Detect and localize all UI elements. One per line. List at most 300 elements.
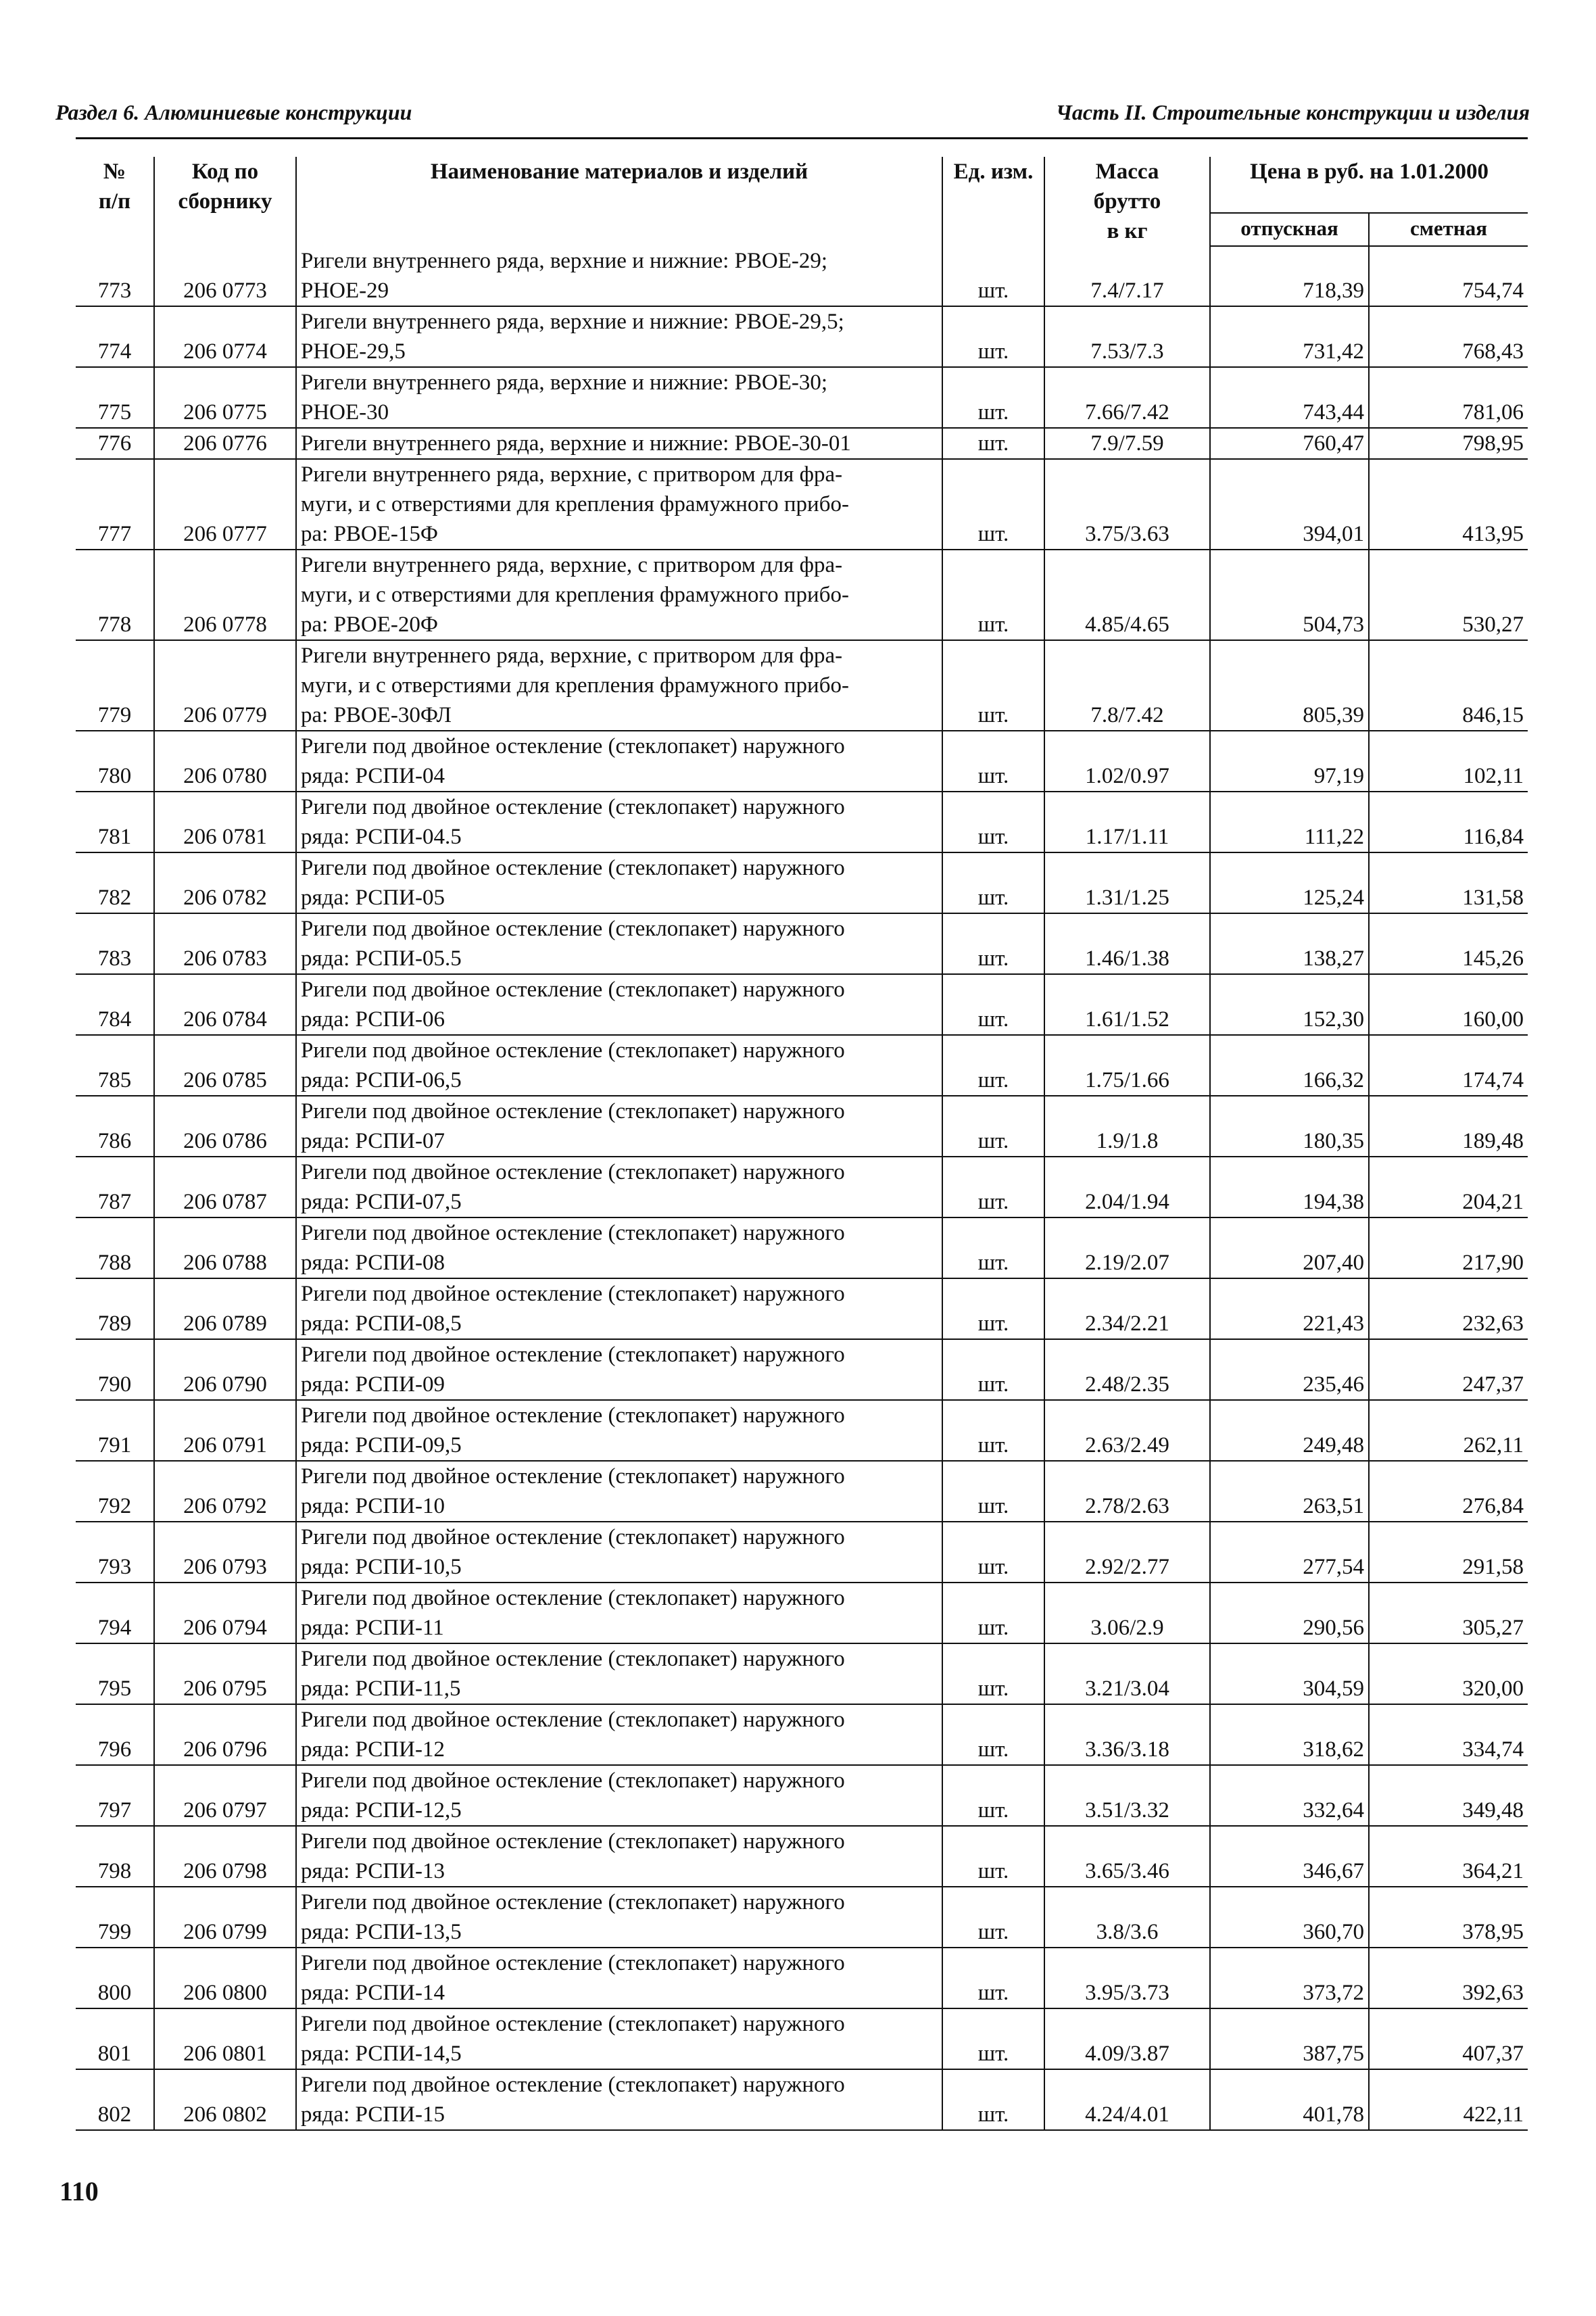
item-name-cell (296, 1157, 942, 1217)
item-name-cell (296, 974, 942, 1035)
mass-cell: 3.51/3.32 (1044, 1765, 1210, 1826)
table-row (76, 2069, 1528, 2130)
item-name-line: ряда: РСПИ-12,5 (301, 1798, 462, 1823)
table-row (76, 1035, 1528, 1096)
unit-cell: шт. (942, 1522, 1044, 1583)
release-price-cell: 332,64 (1210, 1765, 1369, 1826)
item-name-line: РНОЕ-29,5 (301, 339, 406, 364)
catalog-code-cell: 206 0802 (154, 2069, 296, 2130)
table-row (76, 1704, 1528, 1765)
item-name-line: ряда: РСПИ-09 (301, 1372, 445, 1397)
item-name-cell (296, 1461, 942, 1522)
estimate-price-cell: 291,58 (1369, 1522, 1528, 1583)
table-row (76, 1948, 1528, 2008)
table-row (76, 306, 1528, 367)
estimate-price-cell: 131,58 (1369, 852, 1528, 913)
row-number-cell: 795 (76, 1643, 154, 1704)
item-name-line: Ригели под двойное остекление (стеклопакет) наружного (301, 1221, 845, 1245)
item-name-cell (296, 550, 942, 640)
release-price-cell: 235,46 (1210, 1339, 1369, 1400)
column-header-name: Наименование материалов и изделий (296, 157, 942, 246)
item-name-line: ра: РВОЕ-15Ф (301, 522, 438, 546)
estimate-price-cell: 378,95 (1369, 1887, 1528, 1948)
item-name-cell (296, 1522, 942, 1583)
table-row (76, 731, 1528, 792)
release-price-cell: 373,72 (1210, 1948, 1369, 2008)
mass-cell: 4.09/3.87 (1044, 2008, 1210, 2069)
estimate-price-cell: 349,48 (1369, 1765, 1528, 1826)
item-name-line: ряда: РСПИ-06 (301, 1007, 445, 1032)
row-number-cell: 777 (76, 459, 154, 550)
mass-cell: 7.9/7.59 (1044, 428, 1210, 459)
item-name-line: ряда: РСПИ-06,5 (301, 1068, 462, 1092)
item-name-line: Ригели внутреннего ряда, верхние, с притвором для фра- (301, 462, 843, 487)
table-row (76, 974, 1528, 1035)
table-row (76, 852, 1528, 913)
catalog-code-cell: 206 0778 (154, 550, 296, 640)
mass-cell: 3.21/3.04 (1044, 1643, 1210, 1704)
release-price-cell: 304,59 (1210, 1643, 1369, 1704)
item-name-cell (296, 2069, 942, 2130)
mass-cell: 3.8/3.6 (1044, 1887, 1210, 1948)
unit-cell: шт. (942, 550, 1044, 640)
row-number-cell: 790 (76, 1339, 154, 1400)
table-row (76, 428, 1528, 459)
item-name-cell (296, 1948, 942, 2008)
row-number-cell: 774 (76, 306, 154, 367)
item-name-line: Ригели внутреннего ряда, верхние и нижние: РВОЕ-30; (301, 370, 828, 395)
column-header-mass: Масса брутто в кг (1044, 157, 1210, 246)
table-row (76, 246, 1528, 306)
mass-cell: 4.85/4.65 (1044, 550, 1210, 640)
item-name-line: ряда: РСПИ-10,5 (301, 1555, 462, 1579)
catalog-code-cell: 206 0795 (154, 1643, 296, 1704)
item-name-line: Ригели под двойное остекление (стеклопакет) наружного (301, 2012, 845, 2036)
item-name-line: РНОЕ-29 (301, 279, 389, 303)
table-row (76, 1583, 1528, 1643)
row-number-cell: 786 (76, 1096, 154, 1157)
catalog-code-cell: 206 0785 (154, 1035, 296, 1096)
unit-cell: шт. (942, 1400, 1044, 1461)
mass-cell: 2.63/2.49 (1044, 1400, 1210, 1461)
unit-cell: шт. (942, 1887, 1044, 1948)
item-name-line: Ригели под двойное остекление (стеклопакет) наружного (301, 1951, 845, 1975)
row-number-cell: 799 (76, 1887, 154, 1948)
release-price-cell: 111,22 (1210, 792, 1369, 852)
release-price-cell: 318,62 (1210, 1704, 1369, 1765)
unit-cell: шт. (942, 1096, 1044, 1157)
release-price-cell: 263,51 (1210, 1461, 1369, 1522)
table-row (76, 1339, 1528, 1400)
column-header-price-release: отпускная (1210, 213, 1369, 246)
mass-cell: 2.19/2.07 (1044, 1217, 1210, 1278)
catalog-code-cell: 206 0797 (154, 1765, 296, 1826)
release-price-cell: 360,70 (1210, 1887, 1369, 1948)
table-row (76, 1461, 1528, 1522)
item-name-cell (296, 1217, 942, 1278)
item-name-line: Ригели под двойное остекление (стеклопакет) наружного (301, 795, 845, 819)
item-name-line: Ригели внутреннего ряда, верхние и нижние: РВОЕ-29; (301, 249, 828, 273)
row-number-cell: 785 (76, 1035, 154, 1096)
unit-cell: шт. (942, 2069, 1044, 2130)
row-number-cell: 783 (76, 913, 154, 974)
mass-cell: 3.75/3.63 (1044, 459, 1210, 550)
table-row (76, 367, 1528, 428)
release-price-cell: 731,42 (1210, 306, 1369, 367)
unit-cell: шт. (942, 1583, 1044, 1643)
release-price-cell: 194,38 (1210, 1157, 1369, 1217)
column-header-unit: Ед. изм. (942, 157, 1044, 246)
table-row (76, 1096, 1528, 1157)
item-name-line: ра: РВОЕ-30ФЛ (301, 703, 452, 727)
row-number-cell: 780 (76, 731, 154, 792)
row-number-cell: 779 (76, 640, 154, 731)
item-name-line: ряда: РСПИ-07 (301, 1129, 445, 1153)
row-number-cell: 798 (76, 1826, 154, 1887)
release-price-cell: 401,78 (1210, 2069, 1369, 2130)
item-name-line: Ригели внутреннего ряда, верхние и нижние: РВОЕ-29,5; (301, 310, 844, 334)
item-name-line: ряда: РСПИ-12 (301, 1737, 445, 1762)
mass-cell: 1.46/1.38 (1044, 913, 1210, 974)
item-name-line: Ригели под двойное остекление (стеклопакет) наружного (301, 1829, 845, 1854)
item-name-cell (296, 1339, 942, 1400)
mass-cell: 1.02/0.97 (1044, 731, 1210, 792)
row-number-cell: 800 (76, 1948, 154, 2008)
unit-cell: шт. (942, 2008, 1044, 2069)
row-number-cell: 784 (76, 974, 154, 1035)
unit-cell: шт. (942, 913, 1044, 974)
row-number-cell: 793 (76, 1522, 154, 1583)
item-name-line: ряда: РСПИ-05.5 (301, 946, 462, 971)
catalog-code-cell: 206 0777 (154, 459, 296, 550)
item-name-line: Ригели под двойное остекление (стеклопакет) наружного (301, 1282, 845, 1306)
mass-cell: 2.78/2.63 (1044, 1461, 1210, 1522)
item-name-line: ряда: РСПИ-08,5 (301, 1311, 462, 1336)
unit-cell: шт. (942, 1217, 1044, 1278)
item-name-line: Ригели под двойное остекление (стеклопакет) наружного (301, 1099, 845, 1124)
table-row (76, 913, 1528, 974)
header-rule (76, 137, 1528, 139)
release-price-cell: 97,19 (1210, 731, 1369, 792)
item-name-cell (296, 1583, 942, 1643)
estimate-price-cell: 247,37 (1369, 1339, 1528, 1400)
estimate-price-cell: 846,15 (1369, 640, 1528, 731)
row-number-cell: 797 (76, 1765, 154, 1826)
table-row (76, 2008, 1528, 2069)
item-name-line: ряда: РСПИ-13,5 (301, 1920, 462, 1944)
row-number-cell: 776 (76, 428, 154, 459)
catalog-code-cell: 206 0789 (154, 1278, 296, 1339)
item-name-cell (296, 367, 942, 428)
unit-cell: шт. (942, 1826, 1044, 1887)
release-price-cell: 152,30 (1210, 974, 1369, 1035)
column-header-price-group: Цена в руб. на 1.01.2000 (1210, 157, 1528, 213)
mass-cell: 1.9/1.8 (1044, 1096, 1210, 1157)
table-row (76, 459, 1528, 550)
release-price-cell: 394,01 (1210, 459, 1369, 550)
estimate-price-cell: 174,74 (1369, 1035, 1528, 1096)
release-price-cell: 166,32 (1210, 1035, 1369, 1096)
catalog-code-cell: 206 0787 (154, 1157, 296, 1217)
release-price-cell: 277,54 (1210, 1522, 1369, 1583)
unit-cell: шт. (942, 306, 1044, 367)
estimate-price-cell: 530,27 (1369, 550, 1528, 640)
estimate-price-cell: 422,11 (1369, 2069, 1528, 2130)
catalog-code-cell: 206 0801 (154, 2008, 296, 2069)
item-name-cell (296, 1765, 942, 1826)
table-row (76, 1887, 1528, 1948)
mass-cell: 3.95/3.73 (1044, 1948, 1210, 2008)
item-name-line: Ригели под двойное остекление (стеклопакет) наружного (301, 1768, 845, 1793)
item-name-line: Ригели под двойное остекление (стеклопакет) наружного (301, 917, 845, 941)
mass-cell: 2.48/2.35 (1044, 1339, 1210, 1400)
item-name-line: Ригели внутреннего ряда, верхние, с притвором для фра- (301, 644, 843, 668)
item-name-line: РНОЕ-30 (301, 400, 389, 425)
mass-cell: 1.75/1.66 (1044, 1035, 1210, 1096)
item-name-line: ряда: РСПИ-08 (301, 1251, 445, 1275)
mass-cell: 3.06/2.9 (1044, 1583, 1210, 1643)
release-price-cell: 760,47 (1210, 428, 1369, 459)
mass-cell: 1.17/1.11 (1044, 792, 1210, 852)
mass-cell: 2.34/2.21 (1044, 1278, 1210, 1339)
unit-cell: шт. (942, 1643, 1044, 1704)
estimate-price-cell: 768,43 (1369, 306, 1528, 367)
table-row (76, 550, 1528, 640)
table-row (76, 1400, 1528, 1461)
estimate-price-cell: 407,37 (1369, 2008, 1528, 2069)
item-name-line: ряда: РСПИ-05 (301, 886, 445, 910)
row-number-cell: 773 (76, 246, 154, 306)
column-header-number: № п/п (76, 157, 154, 246)
estimate-price-cell: 189,48 (1369, 1096, 1528, 1157)
item-name-line: ряда: РСПИ-10 (301, 1494, 445, 1518)
item-name-line: Ригели под двойное остекление (стеклопакет) наружного (301, 1038, 845, 1063)
row-number-cell: 778 (76, 550, 154, 640)
catalog-code-cell: 206 0800 (154, 1948, 296, 2008)
catalog-code-cell: 206 0790 (154, 1339, 296, 1400)
estimate-price-cell: 305,27 (1369, 1583, 1528, 1643)
item-name-line: Ригели под двойное остекление (стеклопакет) наружного (301, 1890, 845, 1914)
table-body (76, 246, 1528, 2130)
row-number-cell: 801 (76, 2008, 154, 2069)
unit-cell: шт. (942, 640, 1044, 731)
row-number-cell: 788 (76, 1217, 154, 1278)
estimate-price-cell: 798,95 (1369, 428, 1528, 459)
catalog-code-cell: 206 0776 (154, 428, 296, 459)
item-name-line: Ригели под двойное остекление (стеклопакет) наружного (301, 1403, 845, 1428)
table-row (76, 1522, 1528, 1583)
item-name-line: муги, и с отверстиями для крепления фрамужного прибо- (301, 492, 849, 516)
mass-cell: 4.24/4.01 (1044, 2069, 1210, 2130)
table-row (76, 1217, 1528, 1278)
unit-cell: шт. (942, 1765, 1044, 1826)
release-price-cell: 249,48 (1210, 1400, 1369, 1461)
estimate-price-cell: 116,84 (1369, 792, 1528, 852)
item-name-line: Ригели под двойное остекление (стеклопакет) наружного (301, 1647, 845, 1671)
table-row (76, 1826, 1528, 1887)
row-number-cell: 789 (76, 1278, 154, 1339)
catalog-code-cell: 206 0782 (154, 852, 296, 913)
column-header-price-estimate: сметная (1369, 213, 1528, 246)
item-name-line: ряда: РСПИ-09,5 (301, 1433, 462, 1457)
item-name-line: Ригели внутреннего ряда, верхние, с притвором для фра- (301, 553, 843, 577)
item-name-cell (296, 459, 942, 550)
table-row (76, 1157, 1528, 1217)
page-number: 110 (59, 2176, 99, 2206)
catalog-code-cell: 206 0780 (154, 731, 296, 792)
estimate-price-cell: 781,06 (1369, 367, 1528, 428)
item-name-line: Ригели под двойное остекление (стеклопакет) наружного (301, 1525, 845, 1549)
item-name-line: ра: РВОЕ-20Ф (301, 612, 438, 637)
unit-cell: шт. (942, 792, 1044, 852)
catalog-code-cell: 206 0784 (154, 974, 296, 1035)
item-name-cell (296, 1400, 942, 1461)
unit-cell: шт. (942, 1461, 1044, 1522)
estimate-price-cell: 145,26 (1369, 913, 1528, 974)
item-name-cell (296, 852, 942, 913)
item-name-cell (296, 792, 942, 852)
table-row (76, 792, 1528, 852)
row-number-cell: 782 (76, 852, 154, 913)
row-number-cell: 781 (76, 792, 154, 852)
row-number-cell: 794 (76, 1583, 154, 1643)
table-row (76, 640, 1528, 731)
item-name-cell (296, 428, 942, 459)
unit-cell: шт. (942, 1948, 1044, 2008)
item-name-cell (296, 913, 942, 974)
row-number-cell: 787 (76, 1157, 154, 1217)
catalog-code-cell: 206 0783 (154, 913, 296, 974)
item-name-line: ряда: РСПИ-14,5 (301, 2042, 462, 2066)
mass-cell: 7.8/7.42 (1044, 640, 1210, 731)
catalog-code-cell: 206 0779 (154, 640, 296, 731)
catalog-code-cell: 206 0793 (154, 1522, 296, 1583)
unit-cell: шт. (942, 459, 1044, 550)
estimate-price-cell: 754,74 (1369, 246, 1528, 306)
item-name-line: муги, и с отверстиями для крепления фрамужного прибо- (301, 673, 849, 698)
item-name-line: ряда: РСПИ-11,5 (301, 1676, 461, 1701)
table-row (76, 1765, 1528, 1826)
estimate-price-cell: 320,00 (1369, 1643, 1528, 1704)
part-running-head: Часть II. Строительные конструкции и изделия (1055, 100, 1530, 124)
row-number-cell: 775 (76, 367, 154, 428)
release-price-cell: 138,27 (1210, 913, 1369, 974)
release-price-cell: 718,39 (1210, 246, 1369, 306)
item-name-line: ряда: РСПИ-13 (301, 1859, 445, 1883)
row-number-cell: 796 (76, 1704, 154, 1765)
unit-cell: шт. (942, 1035, 1044, 1096)
item-name-line: ряда: РСПИ-14 (301, 1981, 445, 2005)
catalog-code-cell: 206 0786 (154, 1096, 296, 1157)
unit-cell: шт. (942, 1157, 1044, 1217)
item-name-line: муги, и с отверстиями для крепления фрамужного прибо- (301, 583, 849, 607)
catalog-code-cell: 206 0773 (154, 246, 296, 306)
item-name-line: Ригели под двойное остекление (стеклопакет) наружного (301, 856, 845, 880)
estimate-price-cell: 392,63 (1369, 1948, 1528, 2008)
catalog-code-cell: 206 0781 (154, 792, 296, 852)
mass-cell: 7.66/7.42 (1044, 367, 1210, 428)
unit-cell: шт. (942, 731, 1044, 792)
unit-cell: шт. (942, 246, 1044, 306)
estimate-price-cell: 204,21 (1369, 1157, 1528, 1217)
item-name-line: ряда: РСПИ-15 (301, 2102, 445, 2127)
mass-cell: 7.53/7.3 (1044, 306, 1210, 367)
mass-cell: 2.92/2.77 (1044, 1522, 1210, 1583)
item-name-line: Ригели под двойное остекление (стеклопакет) наружного (301, 978, 845, 1002)
item-name-line: ряда: РСПИ-04 (301, 764, 445, 788)
catalog-code-cell: 206 0775 (154, 367, 296, 428)
estimate-price-cell: 232,63 (1369, 1278, 1528, 1339)
catalog-code-cell: 206 0774 (154, 306, 296, 367)
unit-cell: шт. (942, 367, 1044, 428)
catalog-code-cell: 206 0799 (154, 1887, 296, 1948)
release-price-cell: 805,39 (1210, 640, 1369, 731)
item-name-cell (296, 306, 942, 367)
row-number-cell: 802 (76, 2069, 154, 2130)
column-header-code: Код по сборнику (154, 157, 296, 246)
item-name-cell (296, 246, 942, 306)
mass-cell: 2.04/1.94 (1044, 1157, 1210, 1217)
estimate-price-cell: 364,21 (1369, 1826, 1528, 1887)
estimate-price-cell: 102,11 (1369, 731, 1528, 792)
section-running-head: Раздел 6. Алюминиевые конструкции (55, 100, 412, 124)
unit-cell: шт. (942, 1704, 1044, 1765)
mass-cell: 1.31/1.25 (1044, 852, 1210, 913)
item-name-cell (296, 1278, 942, 1339)
estimate-price-cell: 160,00 (1369, 974, 1528, 1035)
release-price-cell: 387,75 (1210, 2008, 1369, 2069)
catalog-code-cell: 206 0796 (154, 1704, 296, 1765)
release-price-cell: 180,35 (1210, 1096, 1369, 1157)
item-name-line: Ригели под двойное остекление (стеклопакет) наружного (301, 734, 845, 758)
item-name-cell (296, 2008, 942, 2069)
estimate-price-cell: 334,74 (1369, 1704, 1528, 1765)
materials-price-table (76, 157, 1528, 2131)
mass-cell: 7.4/7.17 (1044, 246, 1210, 306)
estimate-price-cell: 217,90 (1369, 1217, 1528, 1278)
unit-cell: шт. (942, 852, 1044, 913)
release-price-cell: 221,43 (1210, 1278, 1369, 1339)
estimate-price-cell: 276,84 (1369, 1461, 1528, 1522)
catalog-code-cell: 206 0798 (154, 1826, 296, 1887)
item-name-line: ряда: РСПИ-07,5 (301, 1190, 462, 1214)
item-name-line: Ригели под двойное остекление (стеклопакет) наружного (301, 1464, 845, 1489)
table-row (76, 1643, 1528, 1704)
catalog-code-cell: 206 0791 (154, 1400, 296, 1461)
item-name-cell (296, 640, 942, 731)
mass-cell: 1.61/1.52 (1044, 974, 1210, 1035)
item-name-line: ряда: РСПИ-11 (301, 1616, 444, 1640)
item-name-line: ряда: РСПИ-04.5 (301, 825, 462, 849)
item-name-line: Ригели под двойное остекление (стеклопакет) наружного (301, 2073, 845, 2097)
unit-cell: шт. (942, 974, 1044, 1035)
unit-cell: шт. (942, 428, 1044, 459)
release-price-cell: 346,67 (1210, 1826, 1369, 1887)
catalog-code-cell: 206 0788 (154, 1217, 296, 1278)
release-price-cell: 290,56 (1210, 1583, 1369, 1643)
release-price-cell: 125,24 (1210, 852, 1369, 913)
item-name-line: Ригели под двойное остекление (стеклопакет) наружного (301, 1343, 845, 1367)
item-name-cell (296, 1035, 942, 1096)
mass-cell: 3.36/3.18 (1044, 1704, 1210, 1765)
estimate-price-cell: 262,11 (1369, 1400, 1528, 1461)
catalog-code-cell: 206 0794 (154, 1583, 296, 1643)
item-name-line: Ригели внутреннего ряда, верхние и нижние: РВОЕ-30-01 (301, 431, 851, 456)
item-name-cell (296, 1826, 942, 1887)
catalog-code-cell: 206 0792 (154, 1461, 296, 1522)
item-name-line: Ригели под двойное остекление (стеклопакет) наружного (301, 1708, 845, 1732)
unit-cell: шт. (942, 1339, 1044, 1400)
